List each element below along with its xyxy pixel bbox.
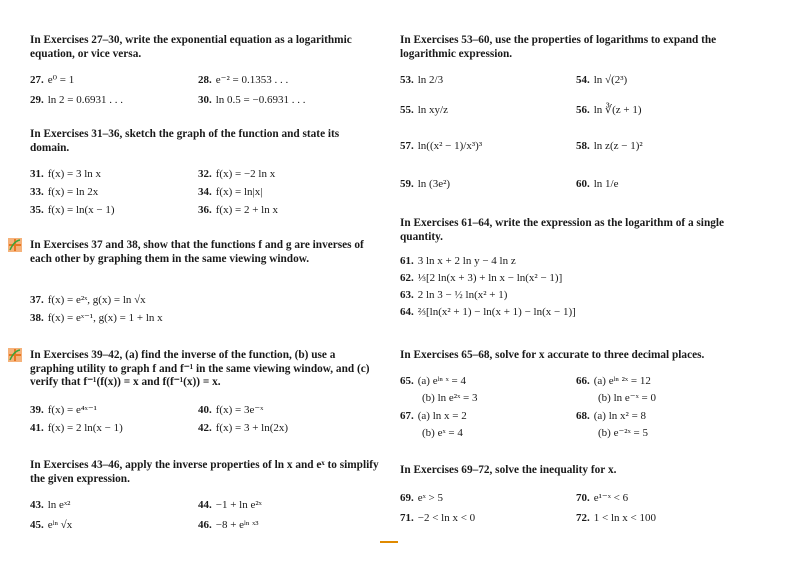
exercises-65-68 (400, 349, 762, 439)
exercise-71: 71. −2 < ln x < 0 (400, 512, 476, 524)
section-heading: In Exercises 69–72, solve the inequality for x. (400, 464, 617, 476)
exercise-59: 59. ln (3e²) (400, 178, 451, 190)
exercises-39-42 (30, 349, 380, 434)
section-heading: In Exercises 53–60, use the properties of logarithms to expand the logarithmic expression. (400, 34, 717, 60)
exercise-38: 38. f(x) = eˣ⁻¹, g(x) = 1 + ln x (30, 312, 163, 324)
exercise-35: 35. f(x) = ln(x − 1) (30, 204, 115, 216)
exercises-37-38 (30, 239, 380, 324)
exercise-27: 27. e⁰ = 1 (30, 74, 75, 86)
section-heading: In Exercises 43–46, apply the inverse properties of ln x and eˣ to simplify the given expression. (30, 459, 379, 485)
exercises-43-46 (30, 459, 380, 531)
section-heading: In Exercises 31–36, sketch the graph of the function and state its domain. (30, 128, 340, 154)
exercise-63: 63. 2 ln 3 − ½ ln(x² + 1) (400, 289, 508, 301)
exercise-40: 40. f(x) = 3e⁻ˣ (198, 404, 264, 416)
exercise-67b: (b) eˣ = 4 (422, 427, 463, 439)
section-heading: In Exercises 39–42, (a) find the inverse of the function, (b) use a graphing utility to graph f and f⁻¹ in the same viewing window, and (c) verify that f⁻¹(f(x)) = x and f(f⁻¹(x)) = x. (30, 349, 370, 388)
exercise-68b: (b) e⁻²ˣ = 5 (598, 427, 648, 439)
exercise-55: 55. ln xy/z (400, 104, 448, 116)
exercise-36: 36. f(x) = 2 + ln x (198, 204, 278, 216)
exercise-69: 69. eˣ > 5 (400, 492, 444, 504)
exercise-65b: (b) ln e²ˣ = 3 (422, 392, 478, 404)
exercise-68a: 68. (a) ln x² = 8 (576, 410, 647, 422)
exercise-41: 41. f(x) = 2 ln(x − 1) (30, 422, 123, 434)
exercise-53: 53. ln 2/3 (400, 74, 444, 86)
exercise-31: 31. f(x) = 3 ln x (30, 168, 101, 180)
section-heading: In Exercises 37 and 38, show that the functions f and g are inverses of each other by graphing them in the same viewing window. (30, 239, 364, 265)
exercises-69-72 (400, 464, 762, 524)
exercise-66b: (b) ln e⁻ˣ = 0 (598, 392, 656, 404)
exercise-45: 45. eˡⁿ √x (30, 519, 73, 531)
exercise-58: 58. ln z(z − 1)² (576, 140, 643, 152)
page-divider-mark (380, 541, 398, 543)
exercises-31-36 (30, 128, 380, 216)
exercise-42: 42. f(x) = 3 + ln(2x) (198, 422, 289, 434)
exercise-54: 54. ln √(2³) (576, 74, 628, 86)
exercise-44: 44. −1 + ln e²ˣ (198, 499, 262, 511)
exercise-66a: 66. (a) eˡⁿ ²ˣ = 12 (576, 375, 651, 387)
exercises-27-30 (30, 34, 380, 106)
exercise-37: 37. f(x) = e²ˣ, g(x) = ln √x (30, 294, 146, 306)
section-heading: In Exercises 61–64, write the expression as the logarithm of a single quantity. (400, 217, 725, 243)
exercise-39: 39. f(x) = e⁴ˣ⁻¹ (30, 404, 97, 416)
exercise-34: 34. f(x) = ln|x| (198, 186, 263, 198)
exercise-61: 61. 3 ln x + 2 ln y − 4 ln z (400, 255, 516, 267)
exercise-28: 28. e⁻² = 0.1353 . . . (198, 74, 289, 86)
exercise-33: 33. f(x) = ln 2x (30, 186, 99, 198)
exercise-56: 56. ln ∛(z + 1) (576, 104, 642, 116)
exercise-65a: 65. (a) eˡⁿ ˣ = 4 (400, 375, 467, 387)
exercise-43: 43. ln eˣ² (30, 499, 71, 511)
exercise-32: 32. f(x) = −2 ln x (198, 168, 276, 180)
exercises-61-64 (400, 217, 762, 318)
exercise-30: 30. ln 0.5 = −0.6931 . . . (198, 94, 306, 106)
exercise-60: 60. ln 1/e (576, 178, 619, 190)
exercise-67a: 67. (a) ln x = 2 (400, 410, 467, 422)
exercises-53-60 (400, 34, 762, 190)
exercise-46: 46. −8 + eˡⁿ ˣ³ (198, 519, 259, 531)
exercise-29: 29. ln 2 = 0.6931 . . . (30, 94, 124, 106)
graphing-utility-icon (8, 348, 22, 362)
exercise-57: 57. ln((x² − 1)/x³)³ (400, 140, 483, 152)
section-heading: In Exercises 27–30, write the exponential equation as a logarithmic equation, or vice versa. (30, 34, 352, 60)
section-heading: In Exercises 65–68, solve for x accurate to three decimal places. (400, 349, 705, 361)
exercise-64: 64. ⅔[ln(x² + 1) − ln(x + 1) − ln(x − 1)] (400, 306, 576, 318)
graphing-utility-icon (8, 238, 22, 252)
exercise-72: 72. 1 < ln x < 100 (576, 512, 656, 524)
exercise-62: 62. ⅓[2 ln(x + 3) + ln x − ln(x² − 1)] (400, 272, 563, 284)
exercise-70: 70. e¹⁻ˣ < 6 (576, 492, 629, 504)
